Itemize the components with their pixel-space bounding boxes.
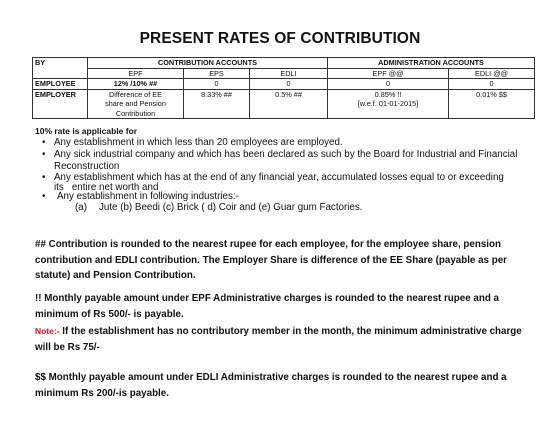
column-header: EDLI @@ bbox=[449, 68, 535, 79]
list-item-continued: (a) Jute (b) Beedi (c) Brick ( d) Coir and (e) Guar gum Factories. bbox=[75, 202, 363, 213]
table-cell: 0.01% $$ bbox=[449, 89, 535, 119]
header-administration-accounts: ADMINISTRATION ACCOUNTS bbox=[328, 58, 535, 69]
contribution-rates-table bbox=[32, 57, 535, 119]
table-row bbox=[33, 79, 535, 90]
column-header: EPF @@ bbox=[328, 68, 449, 79]
list-item: • Any sick industrial company and which has been declared as such by the Board for Industrial and Financial bbox=[42, 149, 518, 160]
table-cell: 0.5% ## bbox=[250, 89, 328, 119]
conditions-list bbox=[40, 137, 540, 214]
ten-percent-heading: 10% rate is applicable for bbox=[35, 126, 138, 136]
list-item: • Any establishment which has at the end of any financial year, accumulated losses equal to or exceeding bbox=[42, 172, 504, 183]
bullet-icon: • bbox=[42, 137, 46, 148]
table-cell bbox=[328, 89, 449, 119]
table-row bbox=[33, 89, 535, 119]
list-item-continued: its entire net worth and bbox=[54, 182, 159, 193]
header-by: BY bbox=[33, 58, 88, 79]
table-cell: 0 bbox=[328, 79, 449, 90]
list-item: • Any establishment in following industries:- bbox=[42, 191, 239, 202]
bullet-icon: • bbox=[42, 191, 46, 202]
column-header: EPF bbox=[88, 68, 184, 79]
epf-admin-effective-date: [w.e.f. 01-01-2015] bbox=[357, 99, 419, 108]
row-label: EMPLOYER bbox=[33, 89, 88, 119]
row-label: EMPLOYEE bbox=[33, 79, 88, 90]
table-cell: 12% /10% ## bbox=[88, 79, 184, 90]
table-cell: 8.33% ## bbox=[184, 89, 250, 119]
table-cell: 0 bbox=[449, 79, 535, 90]
note-edli-admin-charges: $$ Monthly payable amount under EDLI Administrative charges is rounded to the nearest rupee and a minimum Rs 200/-is payable. bbox=[35, 372, 507, 399]
table-cell: 0 bbox=[250, 79, 328, 90]
bullet-icon: • bbox=[42, 172, 46, 183]
note-label: Note:- bbox=[35, 326, 60, 336]
note-rounding-contribution: ## Contribution is rounded to the nearest rupee for each employee, for the employee share, pension contribution and EDLI contribution. The Employer Share is difference of the EE Share (payable as per statute) and Pension Contribution. bbox=[35, 239, 507, 281]
column-header: EPS bbox=[184, 68, 250, 79]
note-text: If the establishment has no contributory member in the month, the minimum administrative charge will be Rs 75/- bbox=[35, 326, 522, 353]
list-item: • Any establishment in which less than 20 employees are employed. bbox=[42, 137, 343, 148]
column-header: EDLI bbox=[250, 68, 328, 79]
header-contribution-accounts: CONTRIBUTION ACCOUNTS bbox=[88, 58, 328, 69]
bullet-icon: • bbox=[42, 149, 46, 160]
table-cell: Difference of EE share and Pension Contribution bbox=[88, 89, 184, 119]
table-cell: 0 bbox=[184, 79, 250, 90]
page-title: PRESENT RATES OF CONTRIBUTION bbox=[139, 30, 421, 47]
epf-admin-rate: 0.85% !! bbox=[374, 89, 402, 99]
note-epf-admin-charges: !! Monthly payable amount under EPF Administrative charges is rounded to the nearest rupee and a minimum of Rs 500/- is payable. bbox=[35, 293, 499, 320]
list-item-continued: Reconstruction bbox=[54, 161, 120, 172]
note-minimum-admin-charge bbox=[35, 324, 535, 355]
